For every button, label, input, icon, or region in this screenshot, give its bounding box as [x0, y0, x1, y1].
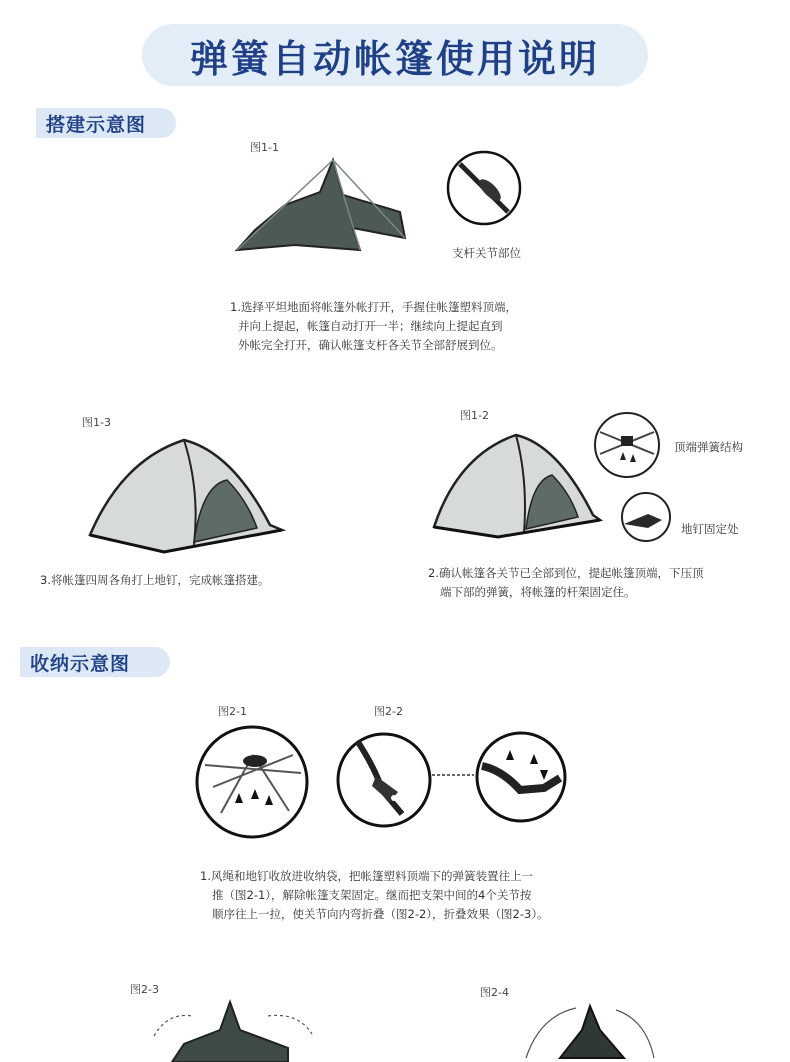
page-title: 弹簧自动帐篷使用说明 — [189, 36, 600, 81]
figure-label-1-2: 图1-2 — [460, 409, 489, 422]
joint-callout: 支杆关节部位 — [452, 246, 521, 260]
figure-label-1-1: 图1-1 — [250, 141, 279, 154]
section-heading-setup-text: 搭建示意图 — [46, 113, 147, 136]
tent-staked-illustration — [82, 430, 302, 560]
figure-label-2-1: 图2-1 — [218, 705, 247, 718]
setup-step2-line2: 端下部的弹簧，将帐篷的杆架固定住。 — [440, 585, 636, 599]
setup-step1-line2: 并向上提起，帐篷自动打开一半；继续向上提起直到 — [238, 319, 503, 333]
setup-step1-line3: 外帐完全打开，确认帐篷支杆各关节全部舒展到位。 — [238, 338, 503, 352]
tent-folded-illustration — [520, 996, 660, 1062]
setup-step3: 3.将帐篷四周各角打上地钉，完成帐篷搭建。 — [40, 573, 270, 587]
stake-callout: 地钉固定处 — [681, 522, 739, 536]
tent-folding-illustration — [148, 998, 318, 1062]
sequence-arrow — [430, 772, 476, 778]
storage-step1-line3: 顺序往上一拉，使关节向内弯折叠（图2-2），折叠效果（图2-3）。 — [212, 907, 549, 921]
section-heading-storage-text: 收纳示意图 — [30, 652, 131, 675]
figure-label-2-4: 图2-4 — [480, 986, 509, 999]
setup-step2-line1: 2.确认帐篷各关节已全部到位，提起帐篷顶端，下压顶 — [428, 566, 704, 580]
top-spring-detail-illustration — [592, 412, 662, 478]
figure-label-2-3: 图2-3 — [130, 983, 159, 996]
setup-step1-line1: 1.选择平坦地面将帐篷外帐打开，手握住帐篷塑料顶端， — [230, 300, 517, 314]
storage-step1-line2: 推（图2-1），解除帐篷支架固定。继而把支架中间的4个关节按 — [212, 888, 532, 902]
spring-release-illustration — [193, 725, 311, 839]
tent-flat-illustration — [225, 150, 425, 260]
storage-step1-line1: 1.风绳和地钉收放进收纳袋，把帐篷塑料顶端下的弹簧装置往上一 — [200, 869, 533, 883]
joint-detail-illustration — [446, 150, 522, 226]
joint-fold-illustration — [336, 730, 436, 832]
section-heading-setup — [36, 108, 176, 138]
stake-detail-illustration — [618, 492, 674, 542]
section-heading-storage — [20, 647, 170, 677]
folded-joint-illustration — [474, 730, 568, 824]
title-banner — [142, 24, 648, 86]
spring-callout: 顶端弹簧结构 — [674, 440, 743, 454]
figure-label-1-3: 图1-3 — [82, 416, 111, 429]
tent-pitched-illustration — [428, 425, 608, 545]
figure-label-2-2: 图2-2 — [374, 705, 403, 718]
